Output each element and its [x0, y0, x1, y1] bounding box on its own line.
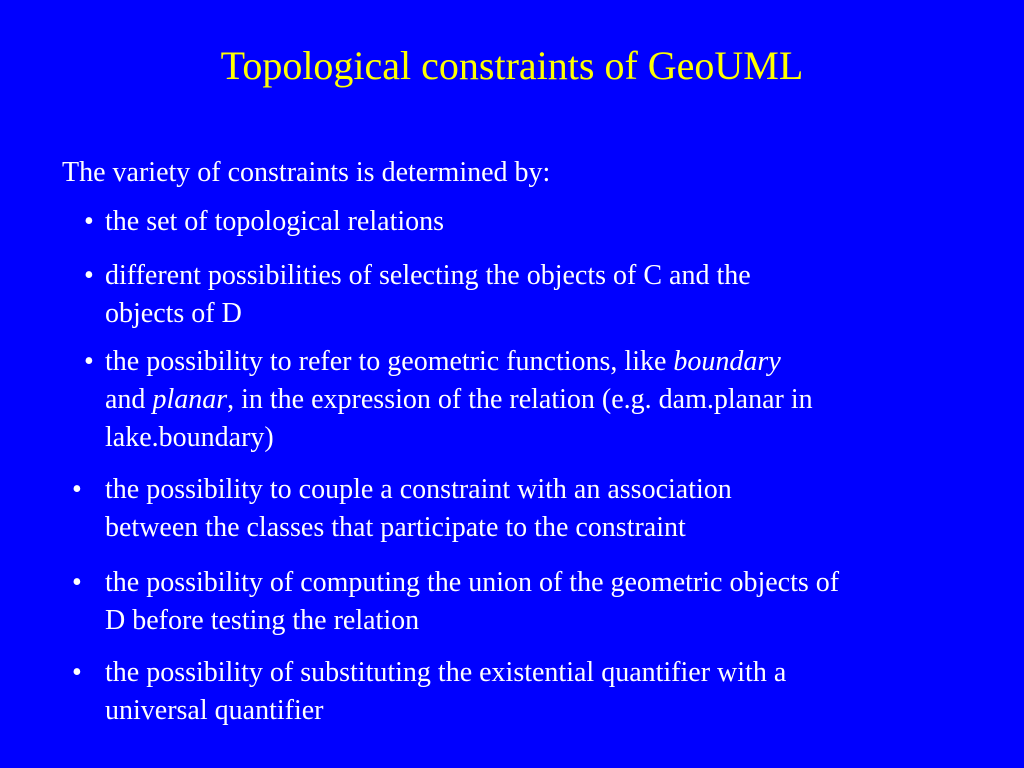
bullet-line: different possibilities of selecting the objects of C and the	[105, 260, 751, 291]
bullet-text-segment: and	[105, 384, 153, 415]
bullet-text	[105, 471, 732, 547]
bullet-dot: •	[84, 346, 94, 377]
bullet-dot: •	[84, 260, 94, 291]
bullet-dot: •	[72, 657, 82, 688]
bullet-text	[105, 257, 751, 333]
bullet-line: D before testing the relation	[105, 605, 420, 636]
bullet-text	[105, 564, 839, 640]
bullet-text-segment: the possibility to refer to geometric functions, like	[105, 346, 674, 377]
bullet-emphasis-planar: planar	[152, 384, 228, 415]
bullet-text-segment: , in the expression of the relation (e.g. dam.planar in	[227, 384, 813, 415]
bullet-line: the set of topological relations	[105, 206, 445, 237]
bullet-line: objects of D	[105, 298, 242, 329]
bullet-text	[105, 343, 813, 457]
bullet-line: between the classes that participate to the constraint	[105, 512, 686, 543]
slide-title: Topological constraints of GeoUML	[220, 43, 804, 88]
bullet-line: the possibility to couple a constraint with an association	[105, 474, 732, 505]
bullet-text	[105, 654, 786, 730]
bullet-line: the possibility of substituting the existential quantifier with a	[105, 657, 787, 688]
bullet-emphasis-boundary: boundary	[673, 346, 781, 377]
bullet-line	[105, 343, 813, 381]
bullet-dot: •	[84, 206, 94, 237]
intro-text: The variety of constraints is determined by:	[62, 157, 551, 188]
bullet-line: lake.boundary)	[105, 422, 274, 453]
bullet-line	[105, 381, 813, 419]
bullet-dot: •	[72, 474, 82, 505]
bullet-dot: •	[72, 567, 82, 598]
bullet-text	[105, 203, 444, 241]
bullet-line: universal quantifier	[105, 695, 324, 726]
bullet-line: the possibility of computing the union of the geometric objects of	[105, 567, 840, 598]
